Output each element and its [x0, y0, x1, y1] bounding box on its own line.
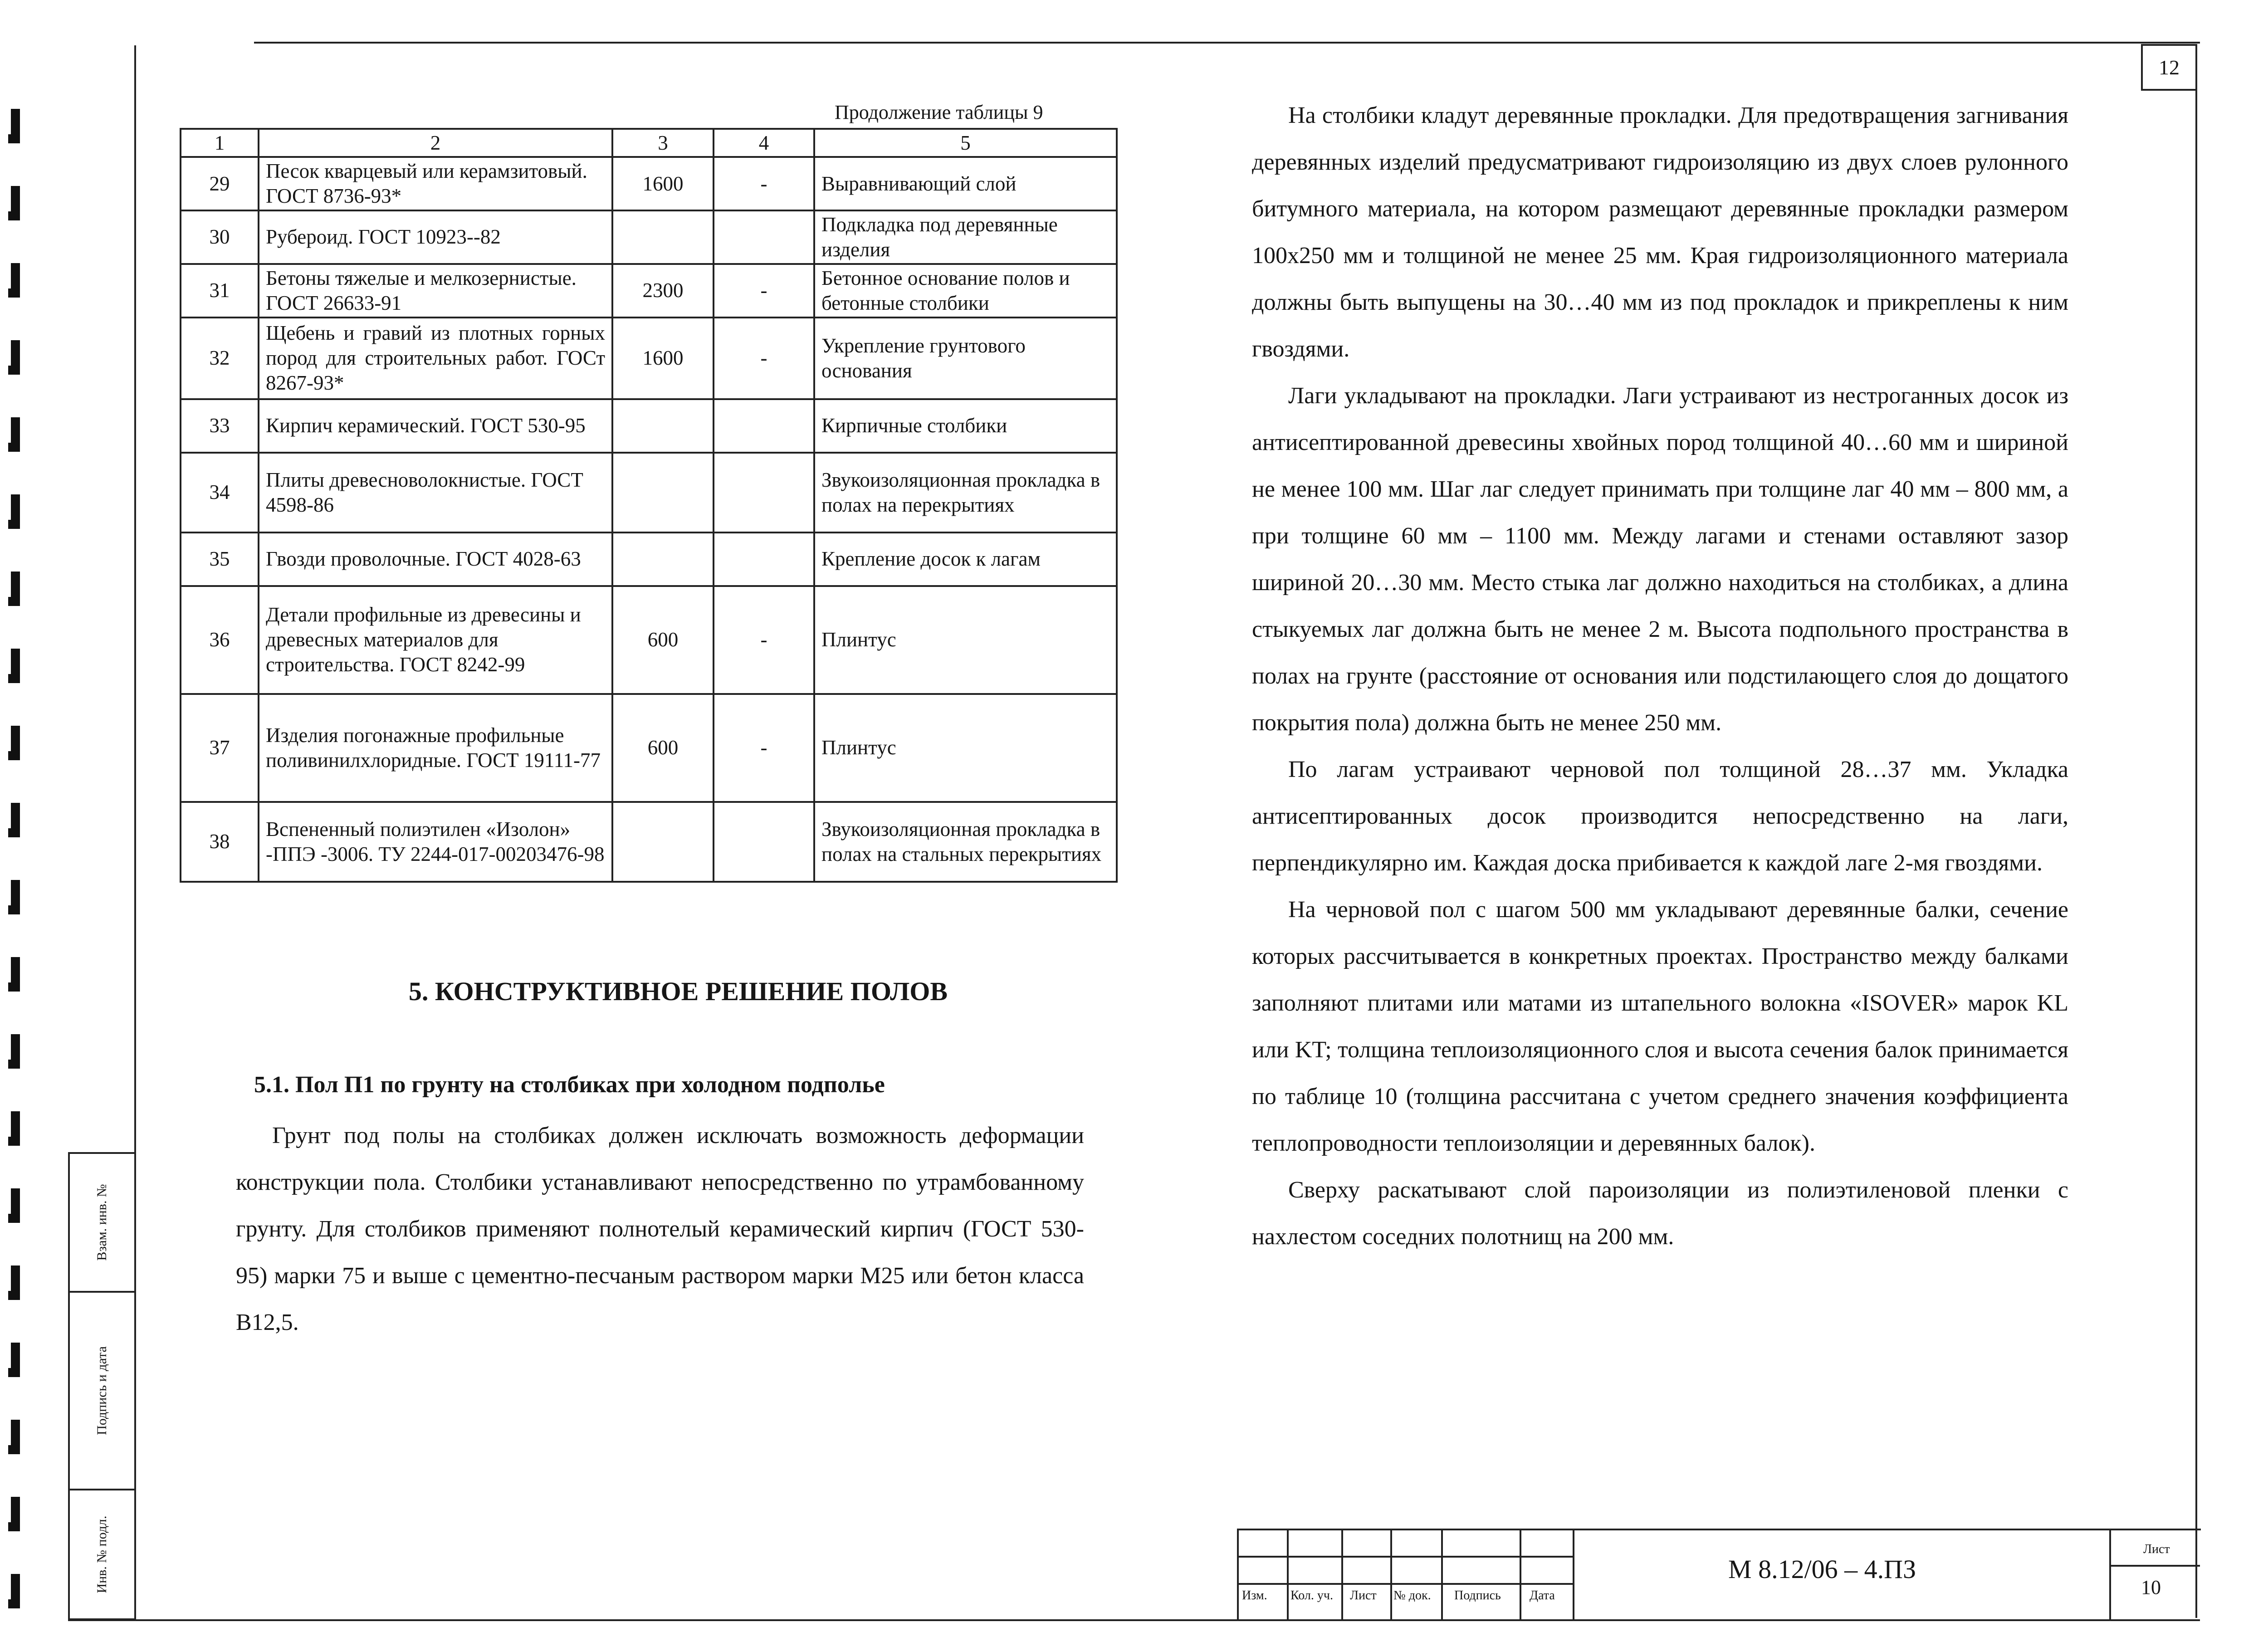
table-cell: Вспененный полиэтилен «Изолон» -ППЭ -3006. ТУ 2244-017-00203476-98 — [259, 802, 612, 882]
paragraph: По лагам устраивают черновой пол толщиной 28…37 мм. Укладка антисептированных досок производится непосредственно на лаги, перпендикулярно им. Каждая доска прибивается к каждой лаге 2-мя гвоздями. — [1252, 757, 2068, 876]
table-row — [181, 453, 1117, 533]
paragraph: Сверху раскатывают слой пароизоляции из полиэтиленовой пленки с нахлестом соседних полотнищ на 200 мм. — [1252, 1177, 2068, 1250]
paragraph: На столбики кладут деревянные прокладки. Для предотвращения загнивания деревянных изделий предусматривают гидроизоляцию из двух слоев рулонного битумного материала, на котором размещают деревянные прокладки размером 100х250 мм и толщиной не менее 25 мм. Края гидроизоляционного материала должны быть выпущены на 30…40 мм из под прокладок и прикреплены к ним гвоздями. — [1252, 103, 2068, 362]
table-cell: - — [714, 264, 814, 318]
document-code: М 8.12/06 – 4.ПЗ — [1728, 1554, 1916, 1584]
left-body-text — [236, 1112, 1084, 1346]
paragraph: Грунт под полы на столбиках должен исключать возможность деформации конструкции пола. Столбики устанавливают непосредственно по утрамбованному грунту. Для столбиков применяют полнотелый керамический кирпич (ГОСТ 530-95) марки 75 и выше с цементно-песчаным раствором марки М25 или бетон класса В12,5. — [236, 1123, 1084, 1335]
table-row — [181, 586, 1117, 694]
table-cell: Плинтус — [814, 694, 1117, 802]
frame-right-line — [2195, 44, 2197, 1618]
table-cell: Звукоизоляционная прокладка в полах на перекрытиях — [814, 453, 1117, 533]
sheet-label: Лист — [2143, 1542, 2170, 1556]
stamp-label: Взам. инв. № — [94, 1184, 109, 1261]
title-block-label: Кол. уч. — [1290, 1588, 1333, 1603]
stamp-original-inventory — [68, 1489, 136, 1620]
table-cell — [612, 210, 714, 264]
table-header-cell: 5 — [814, 129, 1117, 157]
table-header-cell: 4 — [714, 129, 814, 157]
table-cell: 600 — [612, 694, 714, 802]
table-cell: Гвозди проволочные. ГОСТ 4028-63 — [259, 533, 612, 586]
table-cell: Песок кварцевый или керамзитовый. ГОСТ 8736-93* — [259, 157, 612, 210]
table-cell: 34 — [181, 453, 259, 533]
table-cell: Детали профильные из древесины и древесных материалов для строительства. ГОСТ 8242-99 — [259, 586, 612, 694]
table-row — [181, 157, 1117, 210]
title-block-label: Изм. — [1242, 1588, 1267, 1603]
table-cell: 29 — [181, 157, 259, 210]
materials-table — [180, 128, 1118, 883]
table-cell: Изделия погонажные профильные поливинилхлоридные. ГОСТ 19111-77 — [259, 694, 612, 802]
table-cell: Рубероид. ГОСТ 10923--82 — [259, 210, 612, 264]
table-header-cell: 1 — [181, 129, 259, 157]
table-cell: Щебень и гравий из плотных горных пород для строительных работ. ГОСт 8267-93* — [259, 318, 612, 399]
table-cell: 36 — [181, 586, 259, 694]
table-cell: Укрепление грунтового основания — [814, 318, 1117, 399]
table-row — [181, 318, 1117, 399]
table-row — [181, 264, 1117, 318]
stamp-label: Подпись и дата — [94, 1346, 109, 1435]
table-cell: Звукоизоляционная прокладка в полах на стальных перекрытиях — [814, 802, 1117, 882]
table-cell — [714, 802, 814, 882]
table-cell: Кирпичные столбики — [814, 399, 1117, 453]
title-block-label: Дата — [1530, 1588, 1555, 1603]
table-cell — [612, 533, 714, 586]
section-heading: 5. КОНСТРУКТИВНОЕ РЕШЕНИЕ ПОЛОВ — [408, 977, 948, 1006]
table-cell — [714, 453, 814, 533]
table-cell: 32 — [181, 318, 259, 399]
title-block-label: Подпись — [1454, 1588, 1501, 1603]
table-header-cell: 3 — [612, 129, 714, 157]
table-caption: Продолжение таблицы 9 — [835, 101, 1043, 123]
table-cell: Крепление досок к лагам — [814, 533, 1117, 586]
table-cell: 2300 — [612, 264, 714, 318]
right-body-text — [1252, 92, 2068, 1260]
table-header-cell: 2 — [259, 129, 612, 157]
stamp-signature-date — [68, 1291, 136, 1490]
table-cell — [612, 453, 714, 533]
table-cell: - — [714, 586, 814, 694]
table-cell — [714, 210, 814, 264]
table-cell — [612, 802, 714, 882]
table-row — [181, 399, 1117, 453]
table-cell: Выравнивающий слой — [814, 157, 1117, 210]
table-cell — [612, 399, 714, 453]
frame-top-line — [254, 42, 2200, 44]
table-row — [181, 533, 1117, 586]
table-cell: - — [714, 157, 814, 210]
stamp-replaced-inventory — [68, 1152, 136, 1293]
stamp-label: Инв. № подл. — [94, 1515, 109, 1593]
table-cell: 1600 — [612, 157, 714, 210]
corner-page-number: 12 — [2141, 44, 2197, 91]
table-row — [181, 694, 1117, 802]
frame-bottom-line — [68, 1619, 2200, 1621]
table-row — [181, 210, 1117, 264]
table-cell: - — [714, 318, 814, 399]
table-cell: 1600 — [612, 318, 714, 399]
table-cell: - — [714, 694, 814, 802]
paragraph: Лаги укладывают на прокладки. Лаги устраивают из нестроганных досок из антисептированной древесины хвойных пород толщиной 40…60 мм и шириной не менее 100 мм. Шаг лаг следует принимать при толщине лаг 40 мм – 800 мм, а при толщине 60 мм – 1100 мм. Между лагами и стенами оставляют зазор шириной 20…30 мм. Место стыка лаг должно находиться на столбиках, а длина стыкуемых лаг должна быть не менее 2 м. Высота подпольного пространства в полах на грунте (расстояние от основания или подстилающего слоя до дощатого покрытия пола) должна быть не менее 250 мм. — [1252, 383, 2068, 736]
title-block-label: № док. — [1393, 1588, 1431, 1603]
table-cell: 35 — [181, 533, 259, 586]
table-header-row — [181, 129, 1117, 157]
table-cell — [714, 399, 814, 453]
table-cell: Плиты древесноволокнистые. ГОСТ 4598-86 — [259, 453, 612, 533]
title-block-label: Лист — [1350, 1588, 1377, 1603]
table-cell: Кирпич керамический. ГОСТ 530-95 — [259, 399, 612, 453]
table-cell: Подкладка под деревянные изделия — [814, 210, 1117, 264]
table-cell — [714, 533, 814, 586]
table-cell: Бетоны тяжелые и мелкозернистые. ГОСТ 26633-91 — [259, 264, 612, 318]
table-cell: 600 — [612, 586, 714, 694]
paragraph: На черновой пол с шагом 500 мм укладывают деревянные балки, сечение которых рассчитывается в конкретных проектах. Пространство между балками заполняют плитами или матами из штапельного волокна «ISOVER» марок KL или KT; толщина теплоизоляционного слоя и высота сечения балок принимается по таблице 10 (толщина рассчитана с учетом среднего значения коэффициента теплопроводности теплоизоляции и деревянных балок). — [1252, 897, 2068, 1156]
table-cell: Плинтус — [814, 586, 1117, 694]
table-cell: 37 — [181, 694, 259, 802]
table-cell: 30 — [181, 210, 259, 264]
subsection-heading: 5.1. Пол П1 по грунту на столбиках при холодном подполье — [254, 1072, 885, 1098]
sheet-number: 10 — [2141, 1576, 2161, 1598]
table-cell: 33 — [181, 399, 259, 453]
table-cell: 31 — [181, 264, 259, 318]
table-cell: Бетонное основание полов и бетонные столбики — [814, 264, 1117, 318]
table-cell: 38 — [181, 802, 259, 882]
table-row — [181, 802, 1117, 882]
